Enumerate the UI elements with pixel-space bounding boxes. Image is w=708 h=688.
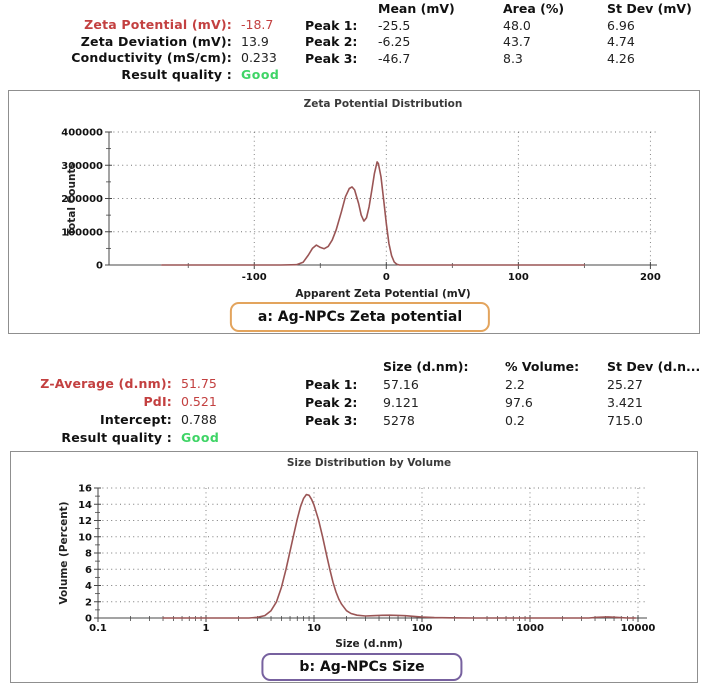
svg-text:4: 4 [85,581,92,592]
zeta-peaks-table [305,1,702,67]
table-cell: 715.0 [607,413,643,428]
stat-label: Conductivity (mS/cm): [71,50,232,65]
stat-value: 0.233 [241,50,277,65]
stat-value: 0.788 [181,412,217,427]
stat-row-intercept [8,412,219,430]
stat-value: 13.9 [241,33,269,49]
svg-text:0.1: 0.1 [89,623,107,634]
svg-text:8: 8 [85,548,92,560]
status-badge: Good [181,430,220,445]
zeta-summary-block [8,17,279,83]
table-cell: 5278 [383,413,415,428]
table-cell: 2.2 [505,377,525,392]
svg-text:1000: 1000 [516,623,544,634]
svg-text:100: 100 [411,623,433,634]
stat-label: Zeta Potential (mV): [84,17,232,32]
svg-text:2: 2 [85,597,92,609]
svg-text:6: 6 [85,564,92,576]
table-cell: 97.6 [505,395,533,410]
svg-text:0: 0 [85,613,92,625]
column-header: % Volume: [505,359,580,374]
column-header: Mean (mV) [378,1,455,16]
column-header: St Dev (d.n... [607,359,701,374]
table-cell: 4.74 [607,34,635,49]
column-header: St Dev (mV) [607,1,692,16]
svg-text:16: 16 [78,483,92,495]
stat-row-result-quality [8,430,219,448]
svg-text:1: 1 [202,623,210,634]
stat-label: Result quality : [61,430,172,445]
svg-text:10000: 10000 [620,623,656,634]
size-peaks-table [305,359,702,431]
table-corner-cell [305,1,378,18]
svg-text:Size Distribution by Volume: Size Distribution by Volume [286,457,452,469]
stat-value: 51.75 [181,376,217,391]
peak-row-label: Peak 2: [305,34,358,49]
column-header: Area (%) [503,1,565,16]
size-volume-percent [163,495,636,619]
stat-value: 0.521 [181,394,217,409]
zeta-caption: a: Ag-NPCs Zeta potential [230,302,490,332]
svg-text:100000: 100000 [61,227,103,239]
peak-row-label: Peak 3: [305,413,358,428]
table-cell: 57.16 [383,377,419,392]
peak-row-label: Peak 1: [305,17,358,33]
zeta-potential-distribution-chart [9,91,699,333]
column-header: Size (d.nm): [383,359,469,374]
stat-row-pdi [8,394,219,412]
svg-text:Volume (Percent): Volume (Percent) [58,501,70,605]
table-cell: 0.2 [505,413,525,428]
stat-row-zeta-deviation [8,34,279,51]
svg-text:-100: -100 [241,272,267,283]
svg-text:0: 0 [382,272,390,283]
size-summary-block [8,376,219,448]
svg-text:0: 0 [96,260,103,272]
svg-text:Apparent Zeta Potential (mV): Apparent Zeta Potential (mV) [295,288,471,300]
svg-text:10: 10 [307,623,321,634]
svg-text:10: 10 [78,532,92,544]
zeta-potential-counts [162,162,585,265]
svg-text:100: 100 [507,272,529,283]
zeta-chart-panel [8,90,700,334]
table-cell: 8.3 [503,50,523,66]
status-badge: Good [241,66,280,82]
table-cell: 25.27 [607,377,643,392]
peak-row-label: Peak 2: [305,395,358,410]
svg-text:200000: 200000 [61,194,103,205]
table-cell: 4.26 [607,50,635,66]
stat-label: Intercept: [100,412,172,427]
stat-row-result-quality [8,67,279,84]
table-cell: 6.96 [607,17,635,33]
svg-text:300000: 300000 [61,160,103,172]
peak-row-label: Peak 1: [305,377,358,392]
table-cell: 9.121 [383,395,419,410]
svg-text:Total Counts: Total Counts [66,162,78,236]
stat-label: Z-Average (d.nm): [40,376,172,391]
stat-label: Result quality : [121,66,232,82]
table-corner-cell [305,359,383,377]
table-cell: 48.0 [503,17,531,33]
svg-text:12: 12 [78,516,92,527]
svg-text:Size (d.nm): Size (d.nm) [335,638,403,650]
size-distribution-chart [11,452,697,682]
svg-text:400000: 400000 [61,127,103,139]
peak-row-label: Peak 3: [305,50,358,66]
table-cell: -46.7 [378,50,411,66]
size-caption: b: Ag-NPCs Size [261,653,462,681]
table-cell: -25.5 [378,17,411,33]
stat-label: Zeta Deviation (mV): [80,33,232,49]
stat-label: PdI: [143,394,172,409]
stat-row-conductivity [8,50,279,67]
table-cell: 43.7 [503,34,531,49]
svg-text:Zeta Potential Distribution: Zeta Potential Distribution [303,98,463,110]
svg-text:14: 14 [78,499,92,511]
stat-row-z-average [8,376,219,394]
stat-value: -18.7 [241,17,274,32]
size-chart-panel [10,451,698,683]
stat-row-zeta-potential [8,17,279,34]
table-cell: -6.25 [378,34,411,49]
table-cell: 3.421 [607,395,643,410]
svg-text:200: 200 [639,272,661,283]
